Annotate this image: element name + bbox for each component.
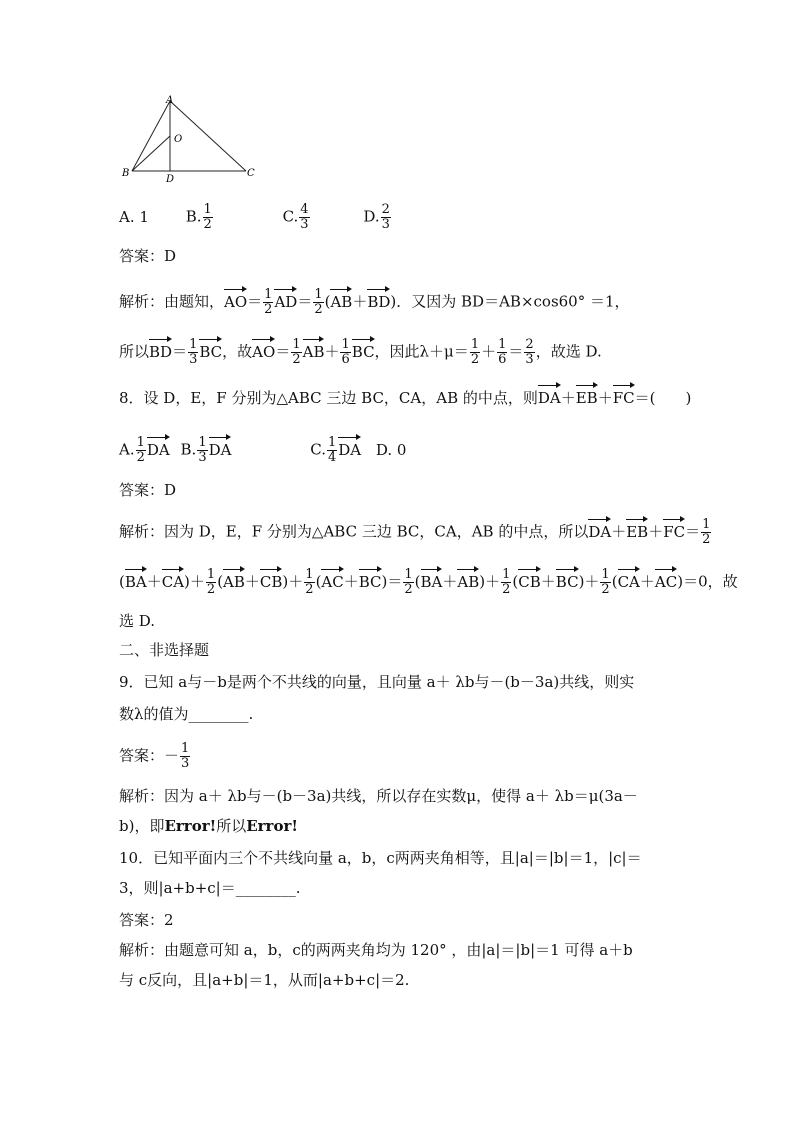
q7-option-b: B. $\frac{1}{2}$ <box>185 202 212 232</box>
q8-option-a: A. $\frac{1}{2}$ DA <box>119 435 170 465</box>
segment-bo <box>132 136 170 171</box>
q8-answer: 答案：D <box>119 481 177 499</box>
q8-explanation-line3: 选 D. <box>119 612 156 630</box>
q7-options <box>119 203 392 232</box>
q10-answer: 答案：2 <box>119 911 174 929</box>
segment-ab <box>132 101 170 171</box>
label-o: O <box>174 134 183 145</box>
q7-option-d: D. $\frac{2}{3}$ <box>363 202 390 232</box>
label-c: C <box>247 168 255 179</box>
q10-stem-line2: 3，则|a+b+c|＝________. <box>119 879 301 897</box>
q8-stem: 8．设 D，E，F 分别为△ABC 三边 BC，CA，AB 的中点，则DA＋EB＋FC＝( ) <box>119 389 692 407</box>
section-heading: 二、非选择题 <box>119 641 210 659</box>
q9-explanation-line1: 解析：因为 a＋ λb与－(b－3a)共线，所以存在实数μ，使得 a＋ λb＝μ(3a－ <box>119 787 638 805</box>
q10-explanation-line1: 解析：由题意可知 a，b，c的两两夹角均为 120° ，由|a|＝|b|＝1 可得 a＋b <box>119 941 633 959</box>
label-d: D <box>166 174 175 184</box>
q8-option-b: B. $\frac{1}{3}$ DA <box>180 435 232 465</box>
label-b: B <box>122 168 130 179</box>
q8-option-c: C. $\frac{1}{4}$ DA <box>310 435 362 465</box>
q8-explanation-line1: 解析：因为 D，E，F 分别为△ABC 三边 BC，CA，AB 的中点，所以DA＋EB＋FC＝ $\frac{1}{2}$ <box>119 517 711 547</box>
q10-explanation-line2: 与 c反向，且|a+b|＝1，从而|a+b+c|＝2. <box>119 971 410 989</box>
q8-options <box>119 436 406 465</box>
q9-stem-line2: 数λ的值为________. <box>119 705 254 723</box>
q7-option-c: C. $\frac{4}{3}$ <box>282 202 309 232</box>
q9-explanation-line2: b)，即Error!所以Error! <box>119 817 298 835</box>
q7-answer: 答案：D <box>119 247 177 265</box>
q7-explanation-line2: 所以BD＝ $\frac{1}{3}$ BC，故AO＝ $\frac{1}{2}$ AB＋ $\frac{1}{6}$ BC，因此λ＋μ＝ $\frac{1}{2}$ ＋ $\frac{1}{6}$ ＝ $\frac{2}{3}$ ，故选 D. <box>119 337 602 367</box>
q9-stem-line1: 9．已知 a与－b是两个不共线的向量，且向量 a＋ λb与－(b－3a)共线，则实 <box>119 673 635 691</box>
label-a: A <box>166 95 174 106</box>
triangle-figure <box>118 92 268 184</box>
q9-answer: 答案：－ $\frac{1}{3}$ <box>119 741 190 771</box>
q8-option-d: D. 0 <box>375 440 407 459</box>
q8-explanation-line2: (BA＋CA)＋ $\frac{1}{2}$ (AB＋CB)＋ $\frac{1}{2}$ (AC＋BC)＝ $\frac{1}{2}$ (BA＋AB)＋ $\frac{1}{2}$ (CB＋BC)＋ $\frac{1}{2}$ (CA＋AC)＝0，故 <box>119 567 738 597</box>
q7-option-a: A. 1 <box>119 207 149 226</box>
q7-explanation-line1: 解析：由题知，AO＝ $\frac{1}{2}$ AD＝ $\frac{1}{2}$ (AB＋BD)．又因为 BD＝AB×cos60° ＝1， <box>119 287 630 317</box>
q10-stem-line1: 10．已知平面内三个不共线向量 a，b，c两两夹角相等，且|a|＝|b|＝1，|c|＝ <box>119 849 642 867</box>
